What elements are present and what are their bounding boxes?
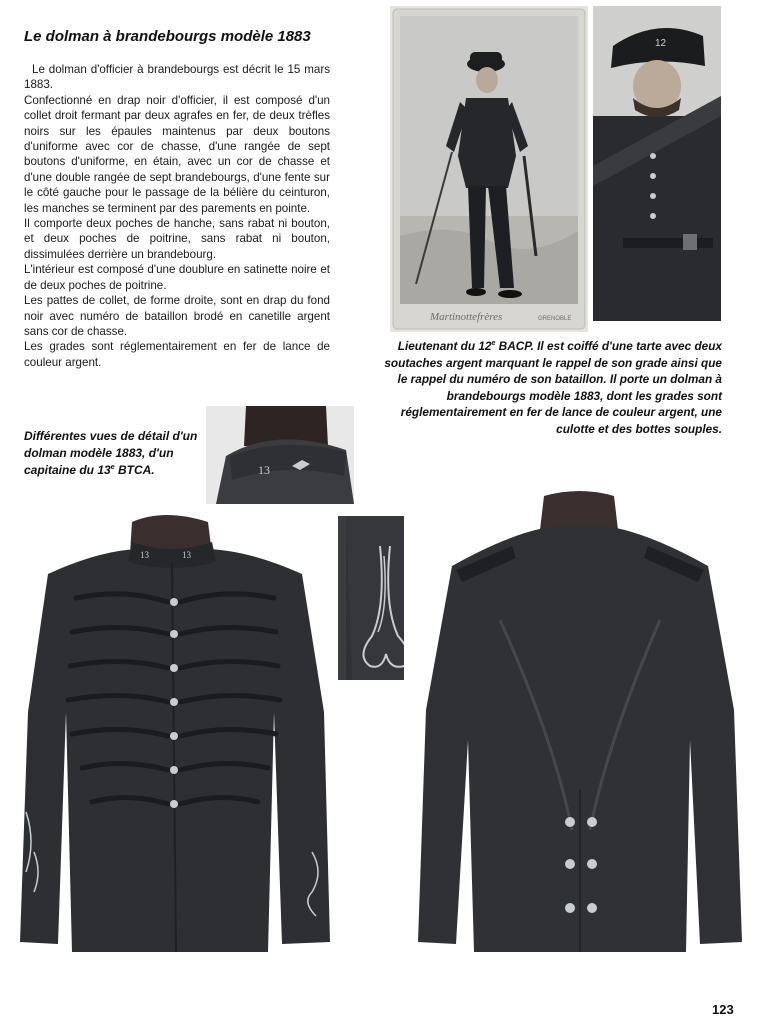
cdv-imprint: Martinottefrères <box>430 311 503 323</box>
detail-caption: Différentes vues de détail d'un dolman modèle 1883, d'un capitaine du 13e BTCA. <box>24 429 198 477</box>
svg-text:13: 13 <box>140 550 149 560</box>
svg-text:13: 13 <box>182 550 191 560</box>
paragraph: L'intérieur est composé d'une doublure en satinette noire et de deux poches de poitrine. <box>24 263 330 292</box>
collar-number: 13 <box>258 463 270 477</box>
paragraph: Les pattes de collet, de forme droite, sont en drap du fond noir avec numéro de bataillon brodé en canetille argent sans cor de chasse. <box>24 294 330 338</box>
page-number: 123 <box>712 1002 734 1017</box>
collar-detail-photo <box>206 406 354 504</box>
portrait-caption: Lieutenant du 12e BACP. Il est coiffé d'une tarte avec deux soutaches argent marquant le rappel de son grade ainsi que le rappel du numéro de son bataillon. Il porte un dolman à brandebourgs modèle 1883, dont les grades sont réglementairement en fer de lance de couleur argent, une culotte et des bottes souples. <box>384 339 722 436</box>
paragraph: Il comporte deux poches de hanche, sans rabat ni bouton, et deux poches de poitrine, sans rabat ni bouton, dissimulées derrière un brandebourg. <box>24 217 330 261</box>
paragraph: Les grades sont réglementairement en fer de lance de couleur argent. <box>24 340 330 369</box>
closeup-portrait-photo <box>593 6 721 321</box>
dolman-front-photo <box>12 512 338 960</box>
cap-number: 12 <box>655 38 667 49</box>
dolman-back-photo <box>404 490 756 960</box>
article-title: Le dolman à brandebourgs modèle 1883 <box>24 28 311 45</box>
article-body <box>24 62 330 370</box>
cdv-portrait-photo <box>390 6 588 332</box>
paragraph: Confectionné en drap noir d'officier, il est composé d'un collet droit fermant par deux agrafes en fer, de deux trèfles noirs sur les épaules maintenus par deux boutons d'uniforme avec cor de chasse, d'une rangée de sept boutons d'uniforme, en étain, avec un cor de chasse et d'une double rangée de sept brandebourgs, d'une fente sur le côté gauche pour le passage de la bélière du ceinturon, les manches se terminent par des parements en pointe. <box>24 93 330 215</box>
cdv-city: GRENOBLE <box>538 316 572 322</box>
paragraph: Le dolman d'officier à brandebourgs est décrit le 15 mars 1883. <box>24 63 330 92</box>
